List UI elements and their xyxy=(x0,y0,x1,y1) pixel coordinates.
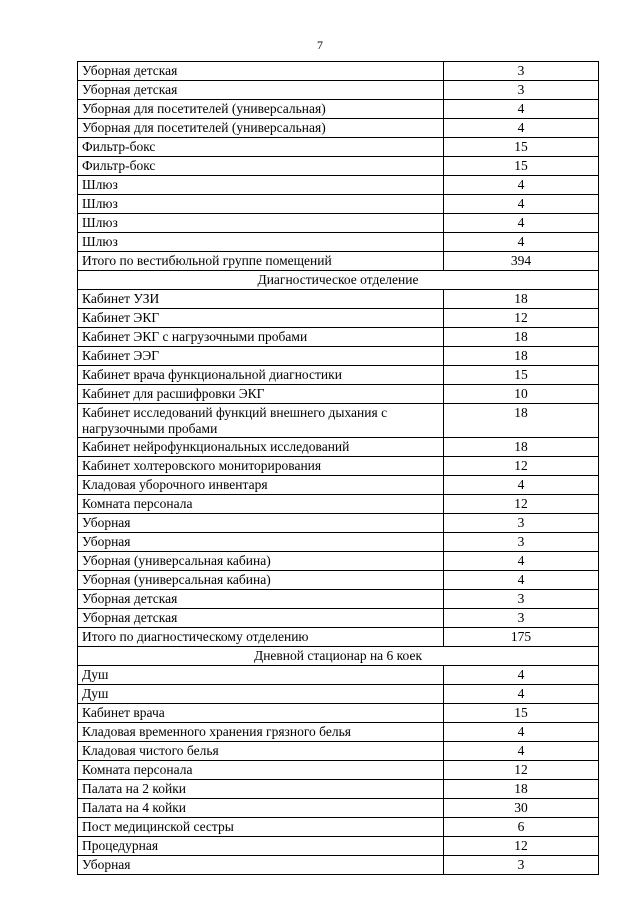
area-value-cell: 4 xyxy=(444,742,599,761)
area-value-cell: 3 xyxy=(444,533,599,552)
room-name-cell: Уборная детская xyxy=(78,81,444,100)
room-name-cell: Уборная детская xyxy=(78,590,444,609)
area-value-cell: 175 xyxy=(444,628,599,647)
room-name-cell: Душ xyxy=(78,685,444,704)
room-name-cell: Кабинет ЭКГ с нагрузочными пробами xyxy=(78,328,444,347)
room-name-cell: Кабинет ЭКГ xyxy=(78,309,444,328)
table-row xyxy=(78,628,599,647)
room-name-cell: Итого по диагностическому отделению xyxy=(78,628,444,647)
table-row xyxy=(78,609,599,628)
table-row xyxy=(78,666,599,685)
room-name-cell: Кабинет для расшифровки ЭКГ xyxy=(78,385,444,404)
table-row xyxy=(78,704,599,723)
table-row xyxy=(78,438,599,457)
section-header-row xyxy=(78,647,599,666)
table-row xyxy=(78,328,599,347)
table-row xyxy=(78,533,599,552)
table-row xyxy=(78,100,599,119)
table-row xyxy=(78,799,599,818)
area-value-cell: 30 xyxy=(444,799,599,818)
table-row xyxy=(78,81,599,100)
table-row xyxy=(78,761,599,780)
room-name-cell: Шлюз xyxy=(78,233,444,252)
area-value-cell: 15 xyxy=(444,704,599,723)
area-value-cell: 6 xyxy=(444,818,599,837)
area-value-cell: 4 xyxy=(444,685,599,704)
room-name-cell: Уборная (универсальная кабина) xyxy=(78,571,444,590)
room-name-cell: Уборная для посетителей (универсальная) xyxy=(78,119,444,138)
area-value-cell: 12 xyxy=(444,761,599,780)
room-name-cell: Фильтр-бокс xyxy=(78,138,444,157)
table-row xyxy=(78,780,599,799)
area-value-cell: 4 xyxy=(444,476,599,495)
table-row xyxy=(78,157,599,176)
area-value-cell: 12 xyxy=(444,495,599,514)
area-value-cell: 4 xyxy=(444,100,599,119)
area-value-cell: 4 xyxy=(444,571,599,590)
room-name-cell: Кабинет врача xyxy=(78,704,444,723)
area-value-cell: 15 xyxy=(444,138,599,157)
area-value-cell: 18 xyxy=(444,347,599,366)
room-name-cell: Фильтр-бокс xyxy=(78,157,444,176)
page-number: 7 xyxy=(317,38,323,52)
area-value-cell: 3 xyxy=(444,590,599,609)
area-value-cell: 10 xyxy=(444,385,599,404)
room-name-cell: Уборная (универсальная кабина) xyxy=(78,552,444,571)
room-name-cell: Уборная детская xyxy=(78,62,444,81)
table-row xyxy=(78,347,599,366)
area-value-cell: 15 xyxy=(444,157,599,176)
table-row xyxy=(78,252,599,271)
table-row xyxy=(78,119,599,138)
table-row xyxy=(78,837,599,856)
table-row xyxy=(78,742,599,761)
area-value-cell: 18 xyxy=(444,328,599,347)
room-name-cell: Шлюз xyxy=(78,195,444,214)
area-value-cell: 15 xyxy=(444,366,599,385)
table-row xyxy=(78,856,599,875)
table-row xyxy=(78,476,599,495)
room-name-cell: Уборная xyxy=(78,533,444,552)
area-value-cell: 18 xyxy=(444,290,599,309)
table-row xyxy=(78,723,599,742)
room-name-cell: Кабинет ЭЭГ xyxy=(78,347,444,366)
area-value-cell: 18 xyxy=(444,404,599,438)
area-value-cell: 3 xyxy=(444,81,599,100)
area-value-cell: 4 xyxy=(444,552,599,571)
area-value-cell: 4 xyxy=(444,176,599,195)
room-name-cell: Шлюз xyxy=(78,176,444,195)
room-name-cell: Кабинет холтеровского мониторирования xyxy=(78,457,444,476)
table-row xyxy=(78,685,599,704)
room-name-cell: Уборная для посетителей (универсальная) xyxy=(78,100,444,119)
area-value-cell: 4 xyxy=(444,233,599,252)
section-title: Дневной стационар на 6 коек xyxy=(78,647,599,666)
table-row xyxy=(78,590,599,609)
area-value-cell: 4 xyxy=(444,723,599,742)
table-row xyxy=(78,138,599,157)
room-name-cell: Комната персонала xyxy=(78,761,444,780)
room-name-cell: Кладовая уборочного инвентаря xyxy=(78,476,444,495)
area-value-cell: 18 xyxy=(444,438,599,457)
table-row xyxy=(78,176,599,195)
table-row xyxy=(78,495,599,514)
room-name-cell: Уборная xyxy=(78,856,444,875)
area-value-cell: 12 xyxy=(444,837,599,856)
table-row xyxy=(78,457,599,476)
table-row xyxy=(78,385,599,404)
area-value-cell: 3 xyxy=(444,609,599,628)
table-row xyxy=(78,818,599,837)
area-value-cell: 18 xyxy=(444,780,599,799)
area-value-cell: 4 xyxy=(444,214,599,233)
table-row xyxy=(78,366,599,385)
area-value-cell: 4 xyxy=(444,195,599,214)
table-row xyxy=(78,290,599,309)
room-name-cell: Пост медицинской сестры xyxy=(78,818,444,837)
area-value-cell: 4 xyxy=(444,119,599,138)
rooms-table xyxy=(77,61,599,875)
area-value-cell: 12 xyxy=(444,309,599,328)
table-row xyxy=(78,214,599,233)
room-name-cell: Кладовая временного хранения грязного белья xyxy=(78,723,444,742)
room-name-cell: Уборная детская xyxy=(78,609,444,628)
room-name-cell: Палата на 4 койки xyxy=(78,799,444,818)
room-name-cell: Комната персонала xyxy=(78,495,444,514)
room-name-cell: Душ xyxy=(78,666,444,685)
room-name-cell: Кабинет нейрофункциональных исследований xyxy=(78,438,444,457)
table-row xyxy=(78,233,599,252)
room-name-cell: Уборная xyxy=(78,514,444,533)
room-name-cell: Шлюз xyxy=(78,214,444,233)
section-title: Диагностическое отделение xyxy=(78,271,599,290)
table-row xyxy=(78,552,599,571)
table-row xyxy=(78,62,599,81)
area-value-cell: 3 xyxy=(444,62,599,81)
room-name-cell: Кабинет исследований функций внешнего дыхания с нагрузочными пробами xyxy=(78,404,444,438)
table-row xyxy=(78,514,599,533)
table-row xyxy=(78,309,599,328)
room-name-cell: Итого по вестибюльной группе помещений xyxy=(78,252,444,271)
table-row xyxy=(78,404,599,438)
area-value-cell: 394 xyxy=(444,252,599,271)
area-value-cell: 4 xyxy=(444,666,599,685)
area-value-cell: 3 xyxy=(444,856,599,875)
area-value-cell: 12 xyxy=(444,457,599,476)
table-row xyxy=(78,195,599,214)
room-name-cell: Кабинет УЗИ xyxy=(78,290,444,309)
room-name-cell: Палата на 2 койки xyxy=(78,780,444,799)
table-row xyxy=(78,571,599,590)
room-name-cell: Процедурная xyxy=(78,837,444,856)
area-value-cell: 3 xyxy=(444,514,599,533)
room-name-cell: Кабинет врача функциональной диагностики xyxy=(78,366,444,385)
room-name-cell: Кладовая чистого белья xyxy=(78,742,444,761)
rooms-table-body xyxy=(78,62,599,875)
section-header-row xyxy=(78,271,599,290)
